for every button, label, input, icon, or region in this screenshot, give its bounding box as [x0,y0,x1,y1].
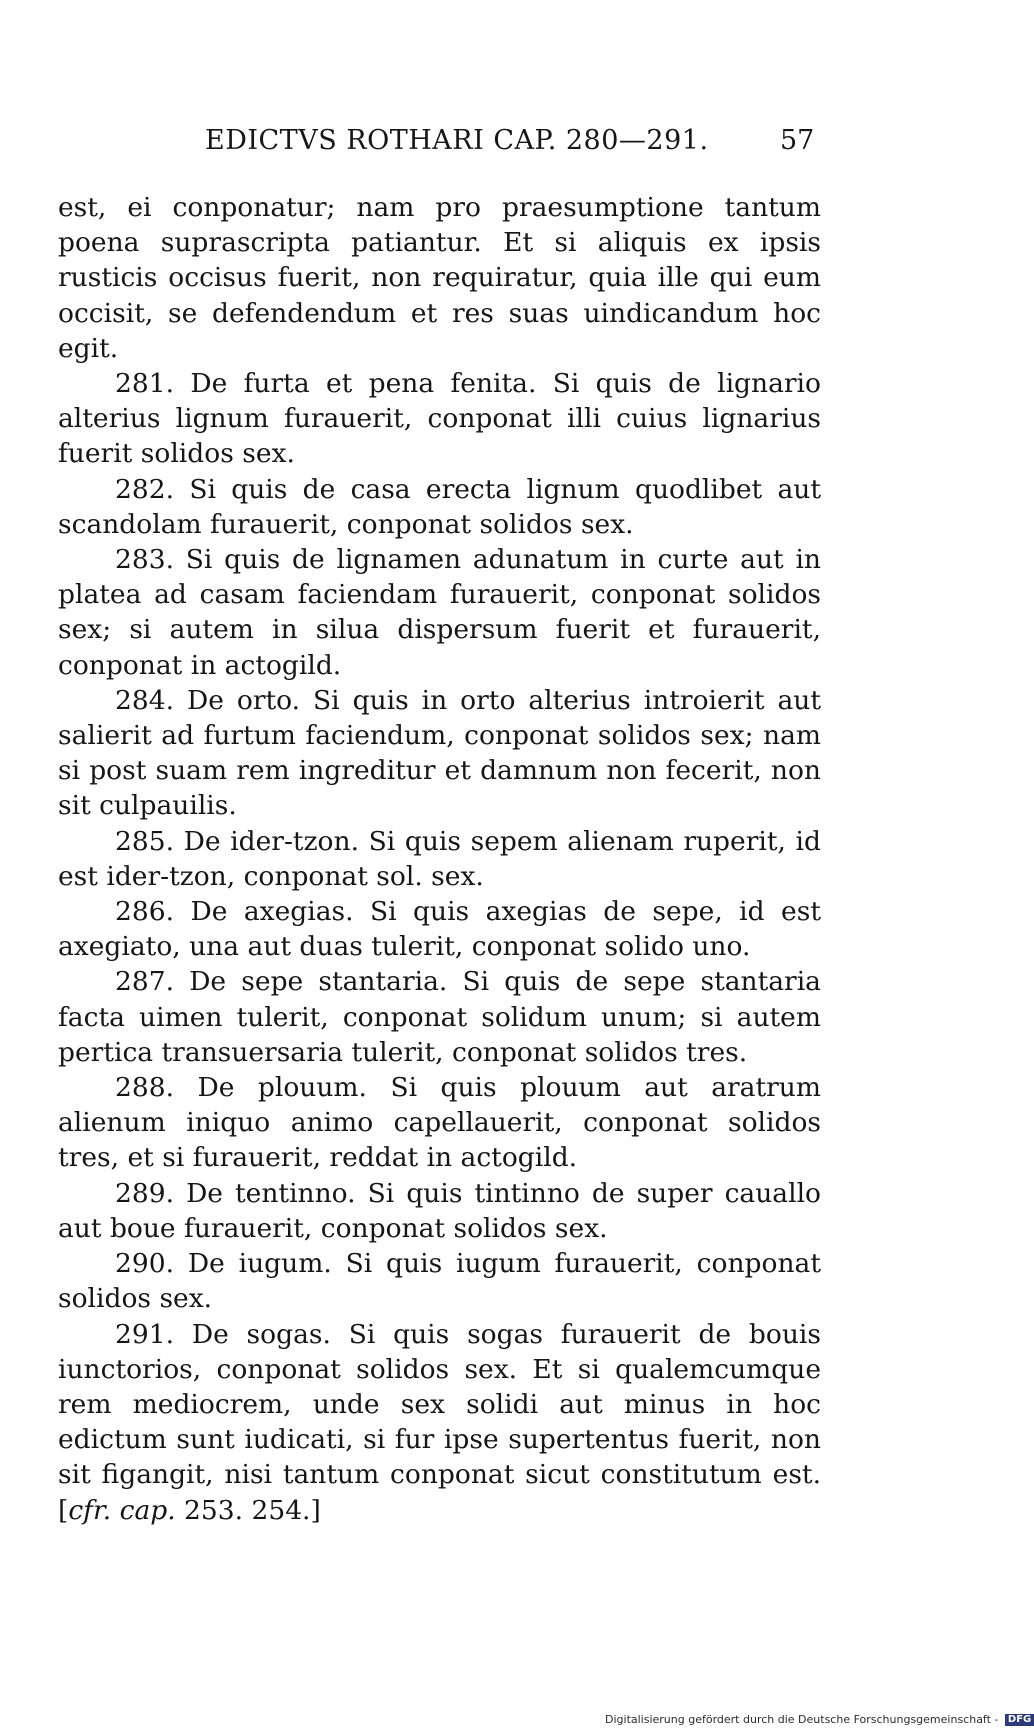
chapter-rubric: De furta et pena fenita. [190,368,537,400]
chapter-number: 286. [115,896,175,928]
reference-cfr: cfr. cap. [68,1494,176,1526]
chapter-text: Si quis de sepe stantaria facta uimen tulerit, conponat solidum unum; si autem pertica transuersaria tulerit, conponat solidos tres. [58,966,821,1068]
chapter-rubric: De orto. [186,684,301,716]
chapter-rubric: De sogas. [191,1318,331,1350]
chapter-284 [58,683,821,824]
chapter-rubric: De sepe stantaria. [189,966,448,998]
chapter-text: Si quis iugum furauerit, conponat solidos sex. [58,1248,821,1315]
chapter-rubric: De tentinno. [186,1177,356,1209]
chapter-290 [58,1246,821,1316]
chapter-number: 281. [115,368,175,400]
page-number: 57 [780,125,815,156]
chapter-rubric: De iugum. [187,1248,332,1280]
reference-chapters: 253. 254.] [175,1494,321,1526]
chapter-text: Si quis de lignamen adunatum in curte aut in platea ad casam faciendam furauerit, conponat solidos sex; si autem in silua dispersum fuerit et furauerit, conponat in actogild. [58,544,821,681]
reference-open-bracket: [ [58,1494,69,1526]
main-text [58,190,821,1528]
chapter-rubric: De axegias. [190,896,354,928]
chapter-text: Si quis de casa erecta lignum quodlibet aut scandolam furauerit, conponat solidos sex. [58,473,821,540]
chapter-text: Si quis plouum aut aratrum alienum iniquo animo capellauerit, conponat solidos tres, et si furauerit, reddat in actogild. [58,1072,821,1174]
chapter-number: 290. [115,1248,175,1280]
chapter-number: 291. [115,1318,175,1350]
chapter-number: 282. [115,473,175,505]
paragraph-text: est, ei conponatur; nam pro praesumptione tantum poena suprascripta patiantur. Et si aliquis ex ipsis rusticis occisus fuerit, non requiratur, quia ille qui eum occisit, se defendendum et res suas uindicandum hoc egit. [58,192,821,364]
chapter-number: 288. [115,1072,175,1104]
chapter-286 [58,894,821,964]
chapter-283 [58,542,821,683]
chapter-text: Si quis sepem alienam ruperit, id est ider-tzon, conponat sol. sex. [58,825,821,892]
chapter-282 [58,472,821,542]
chapter-288 [58,1070,821,1176]
chapter-289 [58,1176,821,1246]
chapter-rubric: De plouum. [197,1072,367,1104]
chapter-number: 283. [115,544,175,576]
chapter-text: Si quis sogas furauerit de bouis iunctorios, conponat solidos sex. Et si qualemcumque rem mediocrem, unde sex solidi aut minus in hoc edictum sunt iudicati, si fur ipse supertentus fuerit, non sit figangit, nisi tantum conponat sicut constitutum est. [58,1318,821,1491]
footer-credit-text: Digitalisierung gefördert durch die Deutsche Forschungsgemeinschaft - [605,1713,999,1726]
chapter-number: 289. [115,1177,175,1209]
digitization-footer [605,1713,1034,1726]
running-title: EDICTVS ROTHARI CAP. 280—291. [205,125,709,156]
chapter-rubric: De ider-tzon. [183,825,359,857]
chapter-text: Si quis axegias de sepe, id est axegiato, una aut duas tulerit, conponat solido uno. [58,896,821,963]
chapter-number: 287. [115,966,175,998]
chapter-text: Si quis tintinno de super cauallo aut boue furauerit, conponat solidos sex. [58,1177,821,1244]
chapter-number: 284. [115,684,175,716]
chapter-text: Si quis de lignario alterius lignum furauerit, conponat illi cuius lignarius fuerit solidos sex. [58,368,821,470]
chapter-287 [58,964,821,1070]
chapter-285 [58,824,821,894]
chapter-text: Si quis in orto alterius introierit aut salierit ad furtum faciendum, conponat solidos sex; nam si post suam rem ingreditur et damnum non fecerit, non sit culpauilis. [58,684,821,822]
running-header [0,125,1000,165]
chapter-291 [58,1317,821,1528]
paragraph-continuation [58,190,821,366]
dfg-logo: DFG [1005,1714,1034,1726]
chapter-number: 285. [115,825,175,857]
chapter-281 [58,366,821,472]
cross-reference [58,1495,321,1526]
